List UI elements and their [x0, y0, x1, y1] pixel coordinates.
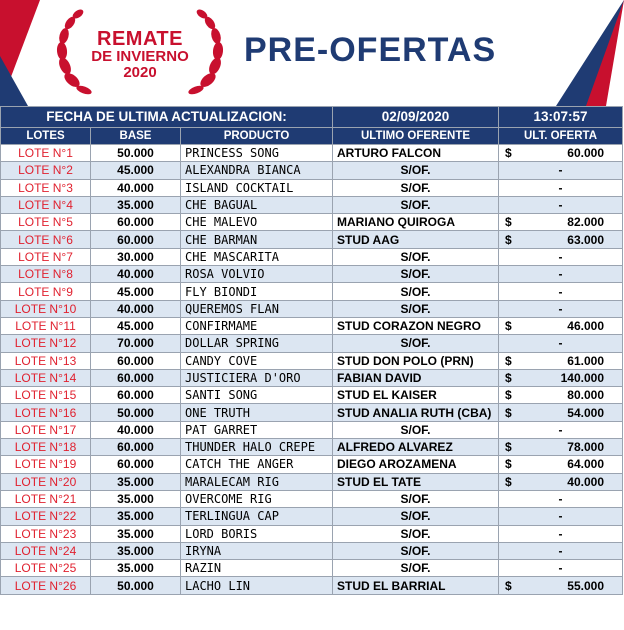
currency-symbol: $ [505, 146, 512, 161]
lote-cell: LOTE N°16 [1, 404, 91, 421]
oferente-cell: S/OF. [333, 490, 499, 507]
lote-cell: LOTE N°14 [1, 369, 91, 386]
oferente-cell: S/OF. [333, 335, 499, 352]
currency-symbol: $ [505, 388, 512, 403]
table-row [1, 283, 623, 300]
oferta-value: 78.000 [567, 440, 604, 455]
oferta-cell [499, 369, 623, 386]
table-row [1, 145, 623, 162]
currency-symbol: $ [505, 319, 512, 334]
oferta-value: 60.000 [567, 146, 604, 161]
oferta-value: - [558, 267, 563, 282]
base-cell: 60.000 [91, 456, 181, 473]
producto-cell: CHE MALEVO [181, 214, 333, 231]
producto-cell: CATCH THE ANGER [181, 456, 333, 473]
left-blue-stripe [0, 56, 28, 106]
producto-cell: ISLAND COCKTAIL [181, 179, 333, 196]
lote-cell: LOTE N°24 [1, 542, 91, 559]
producto-cell: CHE MASCARITA [181, 248, 333, 265]
update-date: 02/09/2020 [333, 107, 499, 128]
base-cell: 45.000 [91, 162, 181, 179]
base-cell: 35.000 [91, 196, 181, 213]
oferente-cell: STUD EL TATE [333, 473, 499, 490]
oferta-cell [499, 214, 623, 231]
oferta-cell [499, 473, 623, 490]
oferta-cell [499, 542, 623, 559]
oferta-cell [499, 231, 623, 248]
oferente-cell: S/OF. [333, 542, 499, 559]
oferente-cell: S/OF. [333, 560, 499, 577]
oferta-cell [499, 387, 623, 404]
base-cell: 50.000 [91, 404, 181, 421]
oferente-cell: S/OF. [333, 266, 499, 283]
oferente-cell: S/OF. [333, 179, 499, 196]
oferta-value: 82.000 [567, 215, 604, 230]
table-row [1, 179, 623, 196]
oferta-value: 55.000 [567, 578, 604, 593]
producto-cell: PAT GARRET [181, 421, 333, 438]
oferta-value: 61.000 [567, 353, 604, 368]
currency-symbol: $ [505, 440, 512, 455]
oferta-cell [499, 421, 623, 438]
table-row [1, 387, 623, 404]
lote-cell: LOTE N°8 [1, 266, 91, 283]
base-cell: 35.000 [91, 508, 181, 525]
base-cell: 60.000 [91, 369, 181, 386]
producto-cell: QUEREMOS FLAN [181, 300, 333, 317]
lote-cell: LOTE N°5 [1, 214, 91, 231]
table-row [1, 473, 623, 490]
base-cell: 35.000 [91, 542, 181, 559]
base-cell: 60.000 [91, 231, 181, 248]
oferta-cell [499, 283, 623, 300]
base-cell: 35.000 [91, 473, 181, 490]
producto-cell: FLY BIONDI [181, 283, 333, 300]
oferente-cell: MARIANO QUIROGA [333, 214, 499, 231]
lote-cell: LOTE N°23 [1, 525, 91, 542]
lote-cell: LOTE N°21 [1, 490, 91, 507]
oferta-cell [499, 577, 623, 594]
oferente-cell: S/OF. [333, 300, 499, 317]
table-row [1, 560, 623, 577]
lote-cell: LOTE N°20 [1, 473, 91, 490]
oferta-value: 46.000 [567, 319, 604, 334]
oferta-value: - [558, 422, 563, 437]
lote-cell: LOTE N°2 [1, 162, 91, 179]
currency-symbol: $ [505, 457, 512, 472]
oferta-cell [499, 196, 623, 213]
oferta-value: - [558, 301, 563, 316]
table-row [1, 162, 623, 179]
table-row [1, 352, 623, 369]
producto-cell: CHE BARMAN [181, 231, 333, 248]
oferente-cell: STUD DON POLO (PRN) [333, 352, 499, 369]
oferta-cell [499, 508, 623, 525]
oferta-value: - [558, 509, 563, 524]
oferente-cell: STUD EL BARRIAL [333, 577, 499, 594]
lote-cell: LOTE N°4 [1, 196, 91, 213]
oferta-wrap [503, 145, 618, 161]
lote-cell: LOTE N°9 [1, 283, 91, 300]
producto-cell: THUNDER HALO CREPE [181, 439, 333, 456]
oferente-cell: S/OF. [333, 283, 499, 300]
base-cell: 40.000 [91, 300, 181, 317]
oferta-wrap [503, 578, 618, 594]
lote-cell: LOTE N°10 [1, 300, 91, 317]
col-header-oferente: ULTIMO OFERENTE [333, 128, 499, 145]
producto-cell: IRYNA [181, 542, 333, 559]
oferta-cell [499, 300, 623, 317]
oferente-cell: S/OF. [333, 248, 499, 265]
lote-cell: LOTE N°13 [1, 352, 91, 369]
base-cell: 35.000 [91, 525, 181, 542]
oferta-cell [499, 145, 623, 162]
col-header-lotes: LOTES [1, 128, 91, 145]
table-row [1, 369, 623, 386]
table-row [1, 508, 623, 525]
col-header-producto: PRODUCTO [181, 128, 333, 145]
table-row [1, 248, 623, 265]
table-row [1, 231, 623, 248]
oferta-cell [499, 560, 623, 577]
oferente-cell: ARTURO FALCON [333, 145, 499, 162]
table-row [1, 490, 623, 507]
oferente-cell: FABIAN DAVID [333, 369, 499, 386]
oferta-wrap [503, 456, 618, 472]
update-row [1, 107, 623, 128]
producto-cell: ONE TRUTH [181, 404, 333, 421]
lote-cell: LOTE N°1 [1, 145, 91, 162]
table-row [1, 439, 623, 456]
currency-symbol: $ [505, 578, 512, 593]
producto-cell: TERLINGUA CAP [181, 508, 333, 525]
oferta-cell [499, 404, 623, 421]
logo-year: 2020 [123, 64, 157, 81]
table-row [1, 542, 623, 559]
lote-cell: LOTE N°15 [1, 387, 91, 404]
col-header-base: BASE [91, 128, 181, 145]
oferta-cell [499, 266, 623, 283]
currency-symbol: $ [505, 232, 512, 247]
lote-cell: LOTE N°18 [1, 439, 91, 456]
base-cell: 50.000 [91, 577, 181, 594]
remate-logo [52, 6, 228, 102]
oferta-cell [499, 490, 623, 507]
lote-cell: LOTE N°11 [1, 317, 91, 334]
oferta-cell [499, 317, 623, 334]
logo-subtitle: DE INVIERNO [91, 48, 189, 65]
producto-cell: DOLLAR SPRING [181, 335, 333, 352]
lote-cell: LOTE N°3 [1, 179, 91, 196]
base-cell: 60.000 [91, 439, 181, 456]
producto-cell: SANTI SONG [181, 387, 333, 404]
lote-cell: LOTE N°22 [1, 508, 91, 525]
oferta-value: 63.000 [567, 232, 604, 247]
oferente-cell: S/OF. [333, 196, 499, 213]
oferente-cell: S/OF. [333, 525, 499, 542]
producto-cell: CANDY COVE [181, 352, 333, 369]
oferta-value: - [558, 198, 563, 213]
oferta-cell [499, 335, 623, 352]
table-row [1, 456, 623, 473]
update-label: FECHA DE ULTIMA ACTUALIZACION: [1, 107, 333, 128]
oferta-value: - [558, 284, 563, 299]
lote-cell: LOTE N°6 [1, 231, 91, 248]
oferta-wrap [503, 387, 618, 403]
oferente-cell: STUD EL KAISER [333, 387, 499, 404]
base-cell: 35.000 [91, 560, 181, 577]
base-cell: 60.000 [91, 214, 181, 231]
base-cell: 35.000 [91, 490, 181, 507]
oferta-value: - [558, 336, 563, 351]
table-row [1, 577, 623, 594]
base-cell: 40.000 [91, 266, 181, 283]
oferta-cell [499, 439, 623, 456]
oferta-value: 54.000 [567, 405, 604, 420]
oferente-cell: STUD AAG [333, 231, 499, 248]
base-cell: 40.000 [91, 179, 181, 196]
currency-symbol: $ [505, 353, 512, 368]
oferta-cell [499, 352, 623, 369]
producto-cell: OVERCOME RIG [181, 490, 333, 507]
lote-cell: LOTE N°12 [1, 335, 91, 352]
oferta-wrap [503, 405, 618, 421]
oferente-cell: ALFREDO ALVAREZ [333, 439, 499, 456]
lote-cell: LOTE N°26 [1, 577, 91, 594]
oferta-value: - [558, 163, 563, 178]
currency-symbol: $ [505, 474, 512, 489]
oferta-wrap [503, 474, 618, 490]
right-white-stripe [606, 0, 624, 106]
producto-cell: RAZIN [181, 560, 333, 577]
producto-cell: MARALECAM RIG [181, 473, 333, 490]
oferta-value: 80.000 [567, 388, 604, 403]
oferente-cell: STUD ANALIA RUTH (CBA) [333, 404, 499, 421]
oferta-value: - [558, 492, 563, 507]
producto-cell: ALEXANDRA BIANCA [181, 162, 333, 179]
producto-cell: LORD BORIS [181, 525, 333, 542]
base-cell: 45.000 [91, 283, 181, 300]
oferta-cell [499, 248, 623, 265]
oferta-value: 40.000 [567, 474, 604, 489]
table-row [1, 266, 623, 283]
base-cell: 45.000 [91, 317, 181, 334]
base-cell: 60.000 [91, 387, 181, 404]
table-row [1, 404, 623, 421]
producto-cell: JUSTICIERA D'ORO [181, 369, 333, 386]
col-header-oferta: ULT. OFERTA [499, 128, 623, 145]
lote-cell: LOTE N°25 [1, 560, 91, 577]
oferta-value: - [558, 543, 563, 558]
oferta-wrap [503, 318, 618, 334]
oferta-cell [499, 179, 623, 196]
oferta-value: - [558, 526, 563, 541]
table-body [1, 145, 623, 595]
oferta-cell [499, 456, 623, 473]
oferta-value: - [558, 180, 563, 195]
base-cell: 60.000 [91, 352, 181, 369]
producto-cell: ROSA VOLVIO [181, 266, 333, 283]
oferta-wrap [503, 353, 618, 369]
base-cell: 40.000 [91, 421, 181, 438]
table-row [1, 317, 623, 334]
oferta-cell [499, 525, 623, 542]
oferente-cell: STUD CORAZON NEGRO [333, 317, 499, 334]
oferta-wrap [503, 214, 618, 230]
oferente-cell: S/OF. [333, 421, 499, 438]
table-row [1, 196, 623, 213]
table-row [1, 335, 623, 352]
base-cell: 30.000 [91, 248, 181, 265]
page-title: PRE-OFERTAS [244, 31, 497, 69]
logo-title: REMATE [97, 28, 183, 50]
oferente-cell: S/OF. [333, 162, 499, 179]
lote-cell: LOTE N°17 [1, 421, 91, 438]
table-row [1, 421, 623, 438]
lote-cell: LOTE N°7 [1, 248, 91, 265]
oferta-cell [499, 162, 623, 179]
oferta-value: 64.000 [567, 457, 604, 472]
producto-cell: LACHO LIN [181, 577, 333, 594]
producto-cell: PRINCESS SONG [181, 145, 333, 162]
currency-symbol: $ [505, 405, 512, 420]
column-header-row [1, 128, 623, 145]
table-row [1, 214, 623, 231]
oferta-wrap [503, 370, 618, 386]
oferente-cell: S/OF. [333, 508, 499, 525]
table-row [1, 300, 623, 317]
producto-cell: CONFIRMAME [181, 317, 333, 334]
oferta-value: - [558, 249, 563, 264]
currency-symbol: $ [505, 215, 512, 230]
oferente-cell: DIEGO AROZAMENA [333, 456, 499, 473]
lote-cell: LOTE N°19 [1, 456, 91, 473]
header-banner [0, 0, 624, 106]
table-row [1, 525, 623, 542]
pre-offers-table [0, 106, 623, 595]
base-cell: 70.000 [91, 335, 181, 352]
oferta-wrap [503, 232, 618, 248]
oferta-wrap [503, 439, 618, 455]
oferta-value: 140.000 [560, 371, 604, 385]
oferta-value: - [558, 561, 563, 576]
base-cell: 50.000 [91, 145, 181, 162]
currency-symbol: $ [505, 371, 512, 385]
update-time: 13:07:57 [499, 107, 623, 128]
producto-cell: CHE BAGUAL [181, 196, 333, 213]
